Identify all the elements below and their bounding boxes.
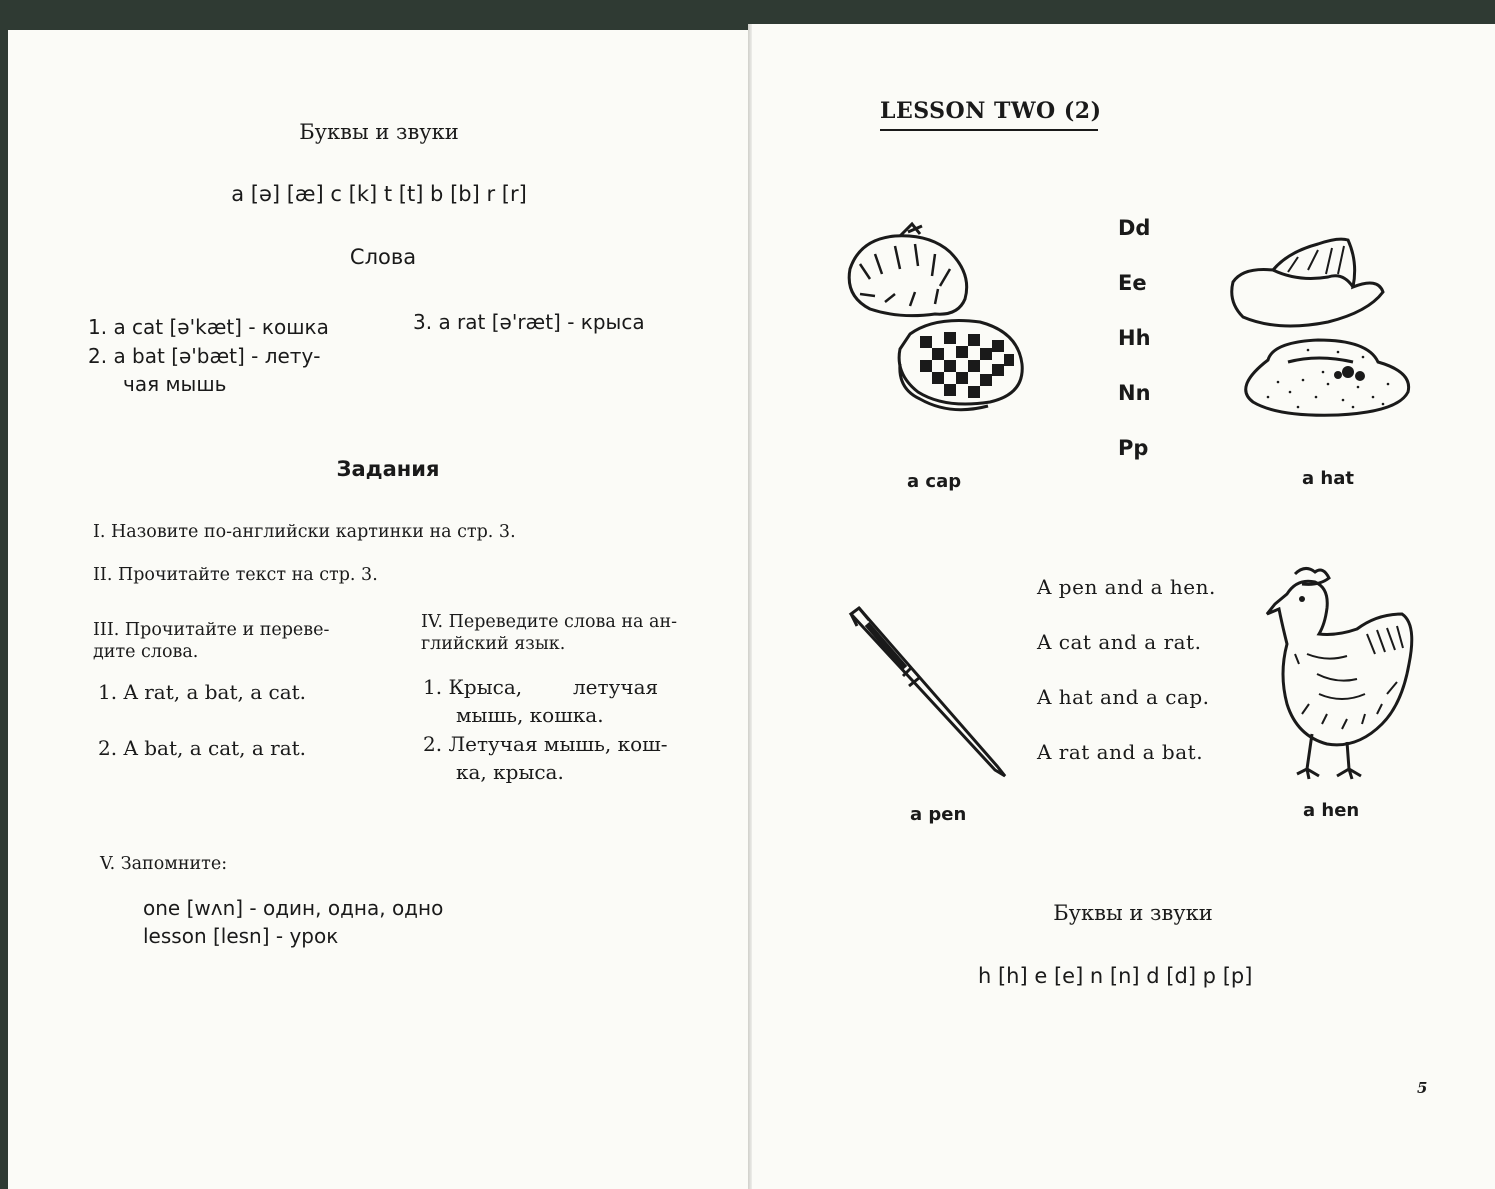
- task-3-item-1: 1. A rat, a bat, a cat.: [98, 680, 307, 704]
- task-3-item-2: 2. A bat, a cat, a rat.: [98, 736, 307, 760]
- task-4-item-2-line-2: ка, крыса.: [456, 760, 564, 784]
- right-sounds-line: h [h] e [e] n [n] d [d] p [p]: [978, 964, 1253, 988]
- word-bat: 2. a bat [ə'bæt] - лету-: [88, 344, 321, 368]
- pen-illustration: [847, 606, 1012, 781]
- task-1: I. Назовите по-английски картинки на стр. 3.: [93, 522, 516, 542]
- sounds-title: Буквы и звуки: [299, 120, 459, 144]
- letter-p: Pp: [1118, 436, 1149, 460]
- word-bat-continued: чая мышь: [123, 372, 227, 396]
- lesson-title: LESSON TWO (2): [880, 98, 1102, 124]
- task-3-heading-2: дите слова.: [93, 642, 199, 662]
- cap-illustration: [840, 224, 1040, 424]
- task-3-heading-1: III. Прочитайте и переве-: [93, 620, 330, 640]
- caption-hen: a hen: [1303, 800, 1360, 821]
- task-4-item-2-line-1: 2. Летучая мышь, кош-: [423, 732, 668, 756]
- hen-illustration: [1257, 564, 1422, 789]
- sentence-4: A rat and a bat.: [1037, 740, 1204, 764]
- sentence-3: A hat and a cap.: [1037, 685, 1210, 709]
- letter-e: Ee: [1118, 271, 1147, 295]
- caption-cap: a cap: [907, 471, 962, 492]
- word-cat: 1. a cat [ə'kæt] - кошка: [88, 315, 329, 339]
- task-4-heading-1: IV. Переведите слова на ан-: [421, 612, 678, 632]
- lesson-title-underline: [880, 129, 1098, 131]
- task-4-heading-2: глийский язык.: [421, 634, 566, 654]
- page-number: 5: [1417, 1079, 1428, 1097]
- sentence-1: A pen and a hen.: [1037, 575, 1216, 599]
- caption-hat: a hat: [1302, 468, 1354, 489]
- letter-n: Nn: [1118, 381, 1151, 405]
- task-4-item-1-line-2: мышь, кошка.: [456, 703, 604, 727]
- letter-h: Hh: [1118, 326, 1151, 350]
- task-4-item-1-line-1: 1. Крыса, летучая: [423, 675, 659, 699]
- letter-d: Dd: [1118, 216, 1151, 240]
- sounds-line: a [ə] [æ] c [k] t [t] b [b] r [r]: [231, 182, 527, 206]
- words-title: Слова: [349, 245, 417, 269]
- hat-illustration: [1228, 232, 1418, 427]
- tasks-title: Задания: [336, 457, 440, 481]
- task-5-line-1: one [wʌn] - один, одна, одно: [143, 896, 444, 920]
- task-5-line-2: lesson [lesn] - урок: [143, 924, 339, 948]
- task-2: II. Прочитайте текст на стр. 3.: [93, 565, 378, 585]
- word-rat: 3. a rat [ə'ræt] - крыса: [413, 310, 645, 334]
- task-5-heading: V. Запомните:: [100, 854, 228, 874]
- sentence-2: A cat and a rat.: [1037, 630, 1202, 654]
- caption-pen: a pen: [910, 804, 967, 825]
- right-sounds-title: Буквы и звуки: [1053, 901, 1213, 925]
- right-page: [752, 24, 1495, 1189]
- left-page: [8, 30, 750, 1189]
